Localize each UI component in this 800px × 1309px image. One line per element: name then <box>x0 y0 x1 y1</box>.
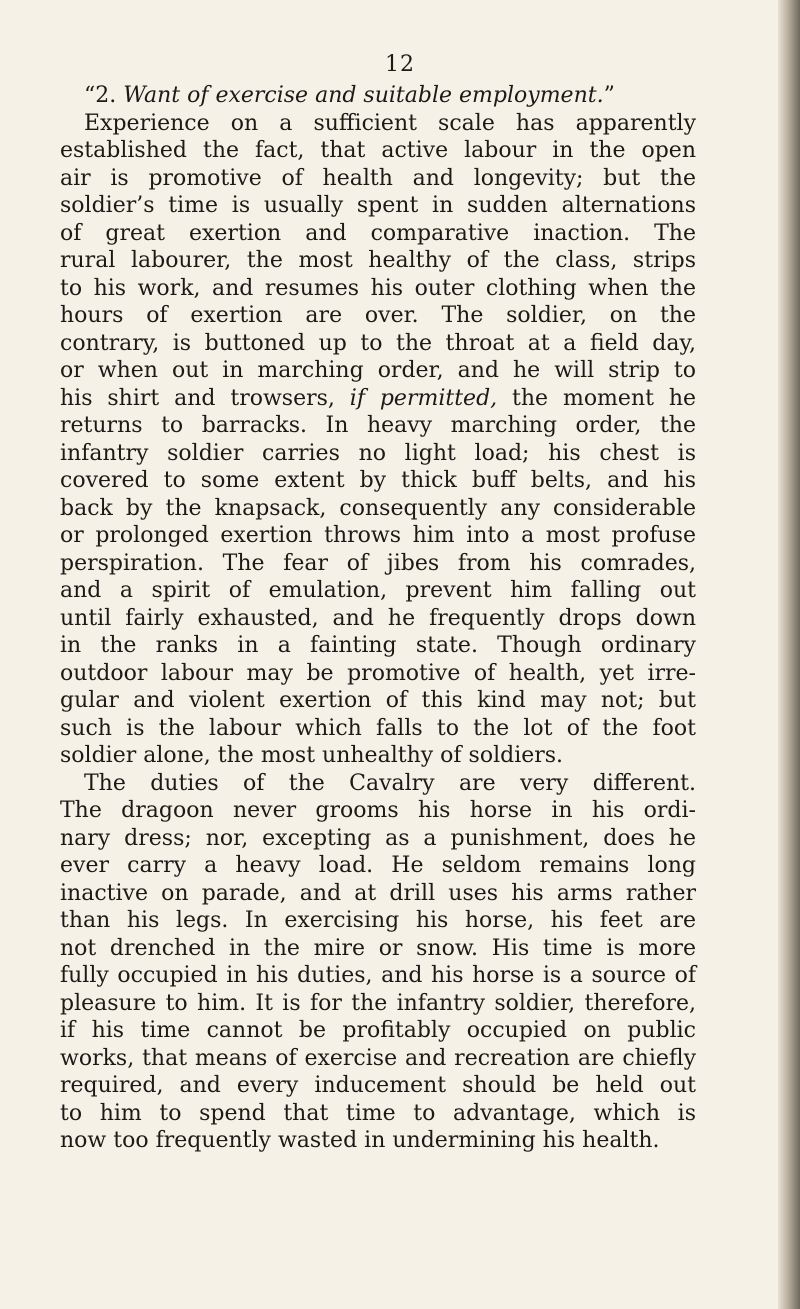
page-edge-shadow <box>778 0 800 1309</box>
text-fragment: the moment he <box>512 385 697 411</box>
text-line: pleasure to him. It is for the infantry soldier, therefore, <box>60 990 696 1016</box>
text-line: returns to barracks. In heavy marching order, the <box>60 413 696 438</box>
text-line: air is promotive of health and longevity; but the <box>60 165 696 191</box>
text-line: of great exertion and comparative inaction. The <box>60 220 696 246</box>
text-line: until fairly exhausted, and he frequently drops down <box>60 605 696 631</box>
text-line: or prolonged exertion throws him into a most profuse <box>60 523 696 548</box>
heading-title: Want of exercise and suitable employment. <box>123 83 604 108</box>
text-line: established the fact, that active labour in the open <box>60 138 696 163</box>
page-body <box>60 82 696 1155</box>
heading-number: 2. <box>95 83 117 108</box>
text-line: to his work, and resumes his outer clothing when the <box>60 275 696 301</box>
heading-open-quote: “ <box>84 83 96 108</box>
text-line: or when out in marching order, and he will strip to <box>60 358 696 383</box>
text-line: if his time cannot be profitably occupied on public <box>60 1018 696 1043</box>
text-line: than his legs. In exercising his horse, his feet are <box>60 908 696 933</box>
text-line: to him to spend that time to advantage, which is <box>60 1100 696 1126</box>
text-fragment: his shirt and trowsers, <box>60 385 335 411</box>
text-line: contrary, is buttoned up to the throat at a field day, <box>60 330 696 356</box>
text-line: outdoor labour may be promotive of health, yet irre- <box>60 660 696 686</box>
text-line: required, and every inducement should be held out <box>60 1073 696 1098</box>
text-line: soldier alone, the most unhealthy of soldiers. <box>60 743 564 768</box>
text-line: inactive on parade, and at drill uses his arms rather <box>60 880 696 906</box>
text-line: ever carry a heavy load. He seldom remains long <box>60 853 696 878</box>
text-line: The duties of the Cavalry are very different. <box>84 770 696 796</box>
italic-phrase: if permitted, <box>349 385 498 411</box>
text-line: in the ranks in a fainting state. Though ordinary <box>60 633 696 658</box>
text-line: soldier’s time is usually spent in sudden alternations <box>60 193 696 218</box>
text-line: infantry soldier carries no light load; his chest is <box>60 440 696 466</box>
text-line: hours of exertion are over. The soldier, on the <box>60 303 696 328</box>
text-line: works, that means of exercise and recreation are chiefly <box>60 1045 696 1071</box>
text-line-with-italic <box>60 385 696 413</box>
text-line: gular and violent exertion of this kind may not; but <box>60 688 696 713</box>
heading-close-quote: ” <box>603 83 615 108</box>
text-line: nary dress; nor, excepting as a punishment, does he <box>60 825 696 851</box>
text-line: The dragoon never grooms his horse in his ordi- <box>60 798 696 823</box>
text-line: rural labourer, the most healthy of the class, strips <box>60 248 696 273</box>
text-line: Experience on a sufficient scale has apparently <box>84 110 696 136</box>
text-line: covered to some extent by thick buff belts, and his <box>60 468 696 493</box>
section-heading <box>60 82 696 110</box>
text-line: now too frequently wasted in undermining his health. <box>60 1128 660 1153</box>
text-line: not drenched in the mire or snow. His time is more <box>60 935 696 961</box>
text-line: fully occupied in his duties, and his horse is a source of <box>60 963 696 988</box>
page-number: 12 <box>385 52 415 77</box>
text-line: back by the knapsack, consequently any considerable <box>60 495 696 521</box>
text-line: perspiration. The fear of jibes from his comrades, <box>60 550 696 576</box>
text-line: such is the labour which falls to the lot of the foot <box>60 715 696 741</box>
text-line: and a spirit of emulation, prevent him falling out <box>60 578 696 603</box>
